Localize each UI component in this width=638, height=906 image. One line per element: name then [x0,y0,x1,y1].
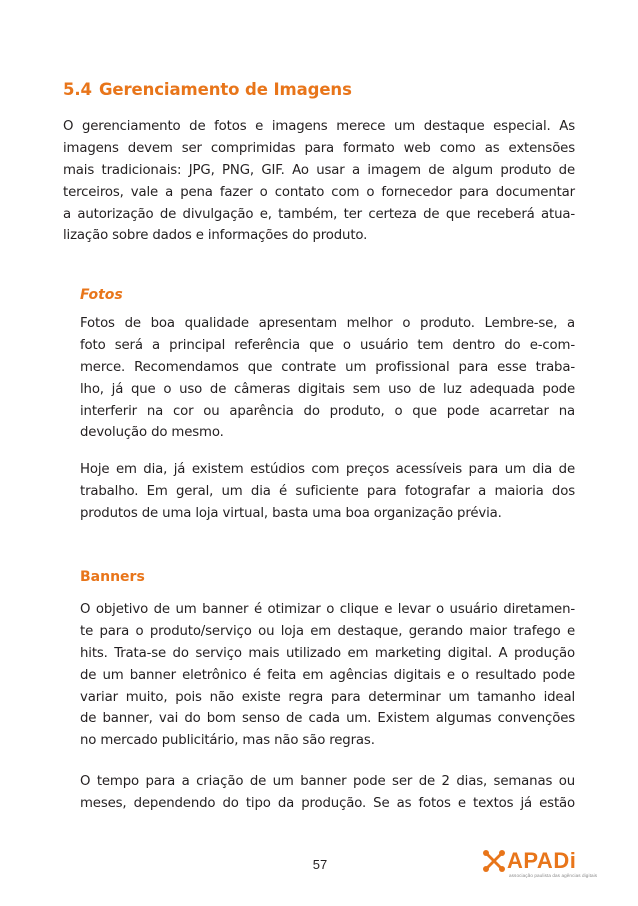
text-line: terceiros, vale a pena fazer o contato com o fornecedor para documentar [63,184,575,200]
text-line: devolução do mesmo. [80,425,224,441]
text-line: meses, dependendo do tipo da produção. Se as fotos e textos já estão [80,795,575,811]
fotos-paragraph-2 [80,459,575,525]
text-line: te para o produto/serviço ou loja em destaque, gerando maior trafego e [80,623,575,639]
apadi-logo [482,848,598,883]
text-line: mais tradicionais: JPG, PNG, GIF. Ao usar a imagem de algum produto de [63,162,575,178]
text-line: O tempo para a criação de um banner pode ser de 2 dias, semanas ou [80,774,575,789]
text-line: trabalho. Em geral, um dia é suficiente para fotografar a maioria dos [80,483,575,499]
fotos-paragraph-1 [80,313,575,444]
text-line: lização sobre dados e informações do produto. [63,228,368,244]
text-line: Hoje em dia, já existem estúdios com preços acessíveis para um dia de [80,462,575,477]
text-line: imagens devem ser comprimidas para formato web como as extensões [63,140,575,156]
text-line: O gerenciamento de fotos e imagens merece um destaque especial. As [63,119,575,134]
section-number: 5.4 [63,80,92,99]
text-line: interferir na cor ou aparência do produto, o que pode acarretar na [80,403,575,419]
logo-subtitle: associação paulista das agências digitais [509,873,598,878]
logo-wordmark: APADi [507,848,577,873]
text-line: de banner, vai do bom senso de cada um. Existem algumas convenções [80,711,575,727]
page-number: 57 [312,857,328,872]
text-line: foto será a principal referência que o usuário tem dentro do e-com- [80,337,575,353]
text-line: O objetivo de um banner é otimizar o clique e levar o usuário diretamen- [80,602,575,617]
text-line: variar muito, pois não existe regra para determinar um tamanho ideal [80,689,575,705]
section-title: Gerenciamento de Imagens [98,80,352,99]
text-line: a autorização de divulgação e, também, ter certeza de que receberá atua- [63,206,575,222]
apadi-x-icon [482,849,506,873]
intro-paragraph [63,116,575,247]
text-line: produtos de uma loja virtual, basta uma boa organização prévia. [80,505,502,521]
text-line: Fotos de boa qualidade apresentam melhor o produto. Lembre-se, a [80,316,575,331]
banners-heading: Banners [80,569,145,585]
text-line: de um banner eletrônico é feita em agências digitais e o resultado pode [80,667,575,683]
text-line: merce. Recomendamos que contrate um profissional para esse traba- [80,359,575,375]
banners-paragraph-2 [80,771,575,815]
text-line: hits. Trata-se do serviço mais utilizado em marketing digital. A produção [80,645,575,661]
fotos-heading: Fotos [80,287,123,303]
banners-paragraph-1 [80,599,575,752]
text-line: no mercado publicitário, mas não são regras. [80,733,375,749]
text-line: lho, já que o uso de câmeras digitais sem uso de luz adequada pode [80,381,575,397]
section-heading [63,80,352,99]
